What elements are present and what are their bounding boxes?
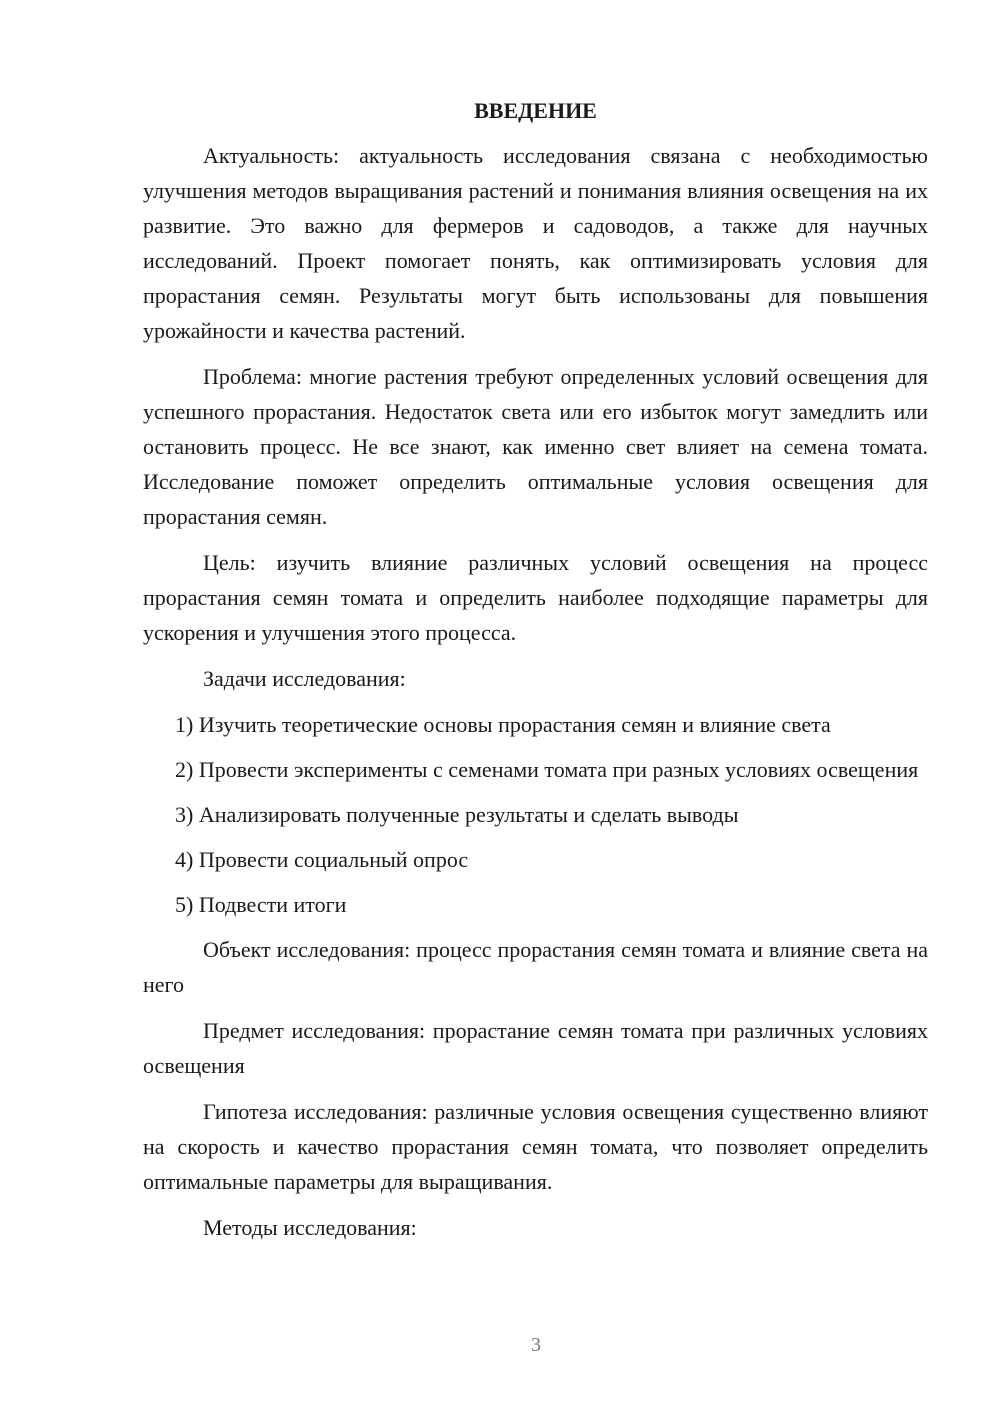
task-item-5: 5) Подвести итоги — [175, 892, 347, 917]
methods-heading: Методы исследования: — [203, 1215, 417, 1240]
paragraph-goal: Цель: изучить влияние различных условий освещения на процесс прорастания семян томата и определить наиболее подходящие параметры для ускорения и улучшения этого процесса. — [143, 550, 928, 645]
page-number: 3 — [531, 1334, 541, 1356]
paragraph-problem: Проблема: многие растения требуют определенных условий освещения для успешного прорастания. Недостаток света или его избыток могут замедлить или остановить процесс. Не все знают, как именно свет влияет на семена томата. Исследование поможет определить оптимальные условия освещения для прорастания семян. — [143, 364, 928, 529]
task-item-3: 3) Анализировать полученные результаты и сделать выводы — [175, 802, 739, 827]
paragraph-hypothesis: Гипотеза исследования: различные условия освещения существенно влияют на скорость и качество прорастания семян томата, что позволяет определить оптимальные параметры для выращивания. — [143, 1099, 928, 1194]
tasks-heading: Задачи исследования: — [203, 666, 406, 691]
paragraph-subject: Предмет исследования: прорастание семян томата при различных условиях освещения — [143, 1018, 928, 1078]
task-item-1: 1) Изучить теоретические основы прорастания семян и влияние света — [175, 712, 831, 737]
paragraph-object: Объект исследования: процесс прорастания семян томата и влияние света на него — [143, 937, 928, 997]
paragraph-relevance: Актуальность: актуальность исследования связана с необходимостью улучшения методов выращивания растений и понимания влияния освещения на их развитие. Это важно для фермеров и садоводов, а также для научных исследований. Проект помогает понять, как оптимизировать условия для прорастания семян. Результаты могут быть использованы для повышения урожайности и качества растений. — [143, 143, 928, 343]
task-item-4: 4) Провести социальный опрос — [175, 847, 469, 872]
task-item-2: 2) Провести эксперименты с семенами томата при разных условиях освещения — [175, 757, 919, 782]
document-page — [143, 96, 928, 1256]
section-title: ВВЕДЕНИЕ — [474, 98, 597, 123]
